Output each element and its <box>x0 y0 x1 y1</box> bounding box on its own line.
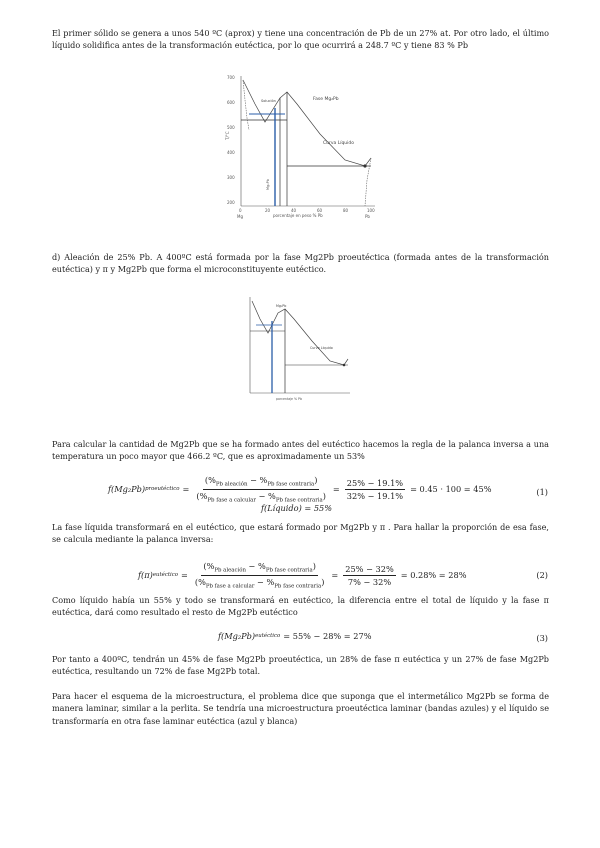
eq2-num-mid: − % <box>245 560 266 571</box>
paragraph-2: d) Aleación de 25% Pb. A 400ºC está formada por la fase Mg2Pb proeutéctica (formada antes de la transformación eutéctica) y π y Mg2Pb que forma el microconstituyente eutéctico. <box>52 252 549 275</box>
x-axis-label: porcentaje en peso % Pb <box>273 213 323 218</box>
eq2-frac2-den: 7% − 32% <box>347 576 392 587</box>
eq1-line2: f(Líquido) = 55% <box>261 503 333 513</box>
eutectic-point <box>343 364 346 367</box>
eq1-fraction-2 <box>345 478 405 501</box>
equation-2: f(π) eutéctico = $\frac{(\%_{Pb aleación} - \%_{Pb fase contraria})}{(\%_{Pb fase a calcular} - \%_{Pb fase contraria})}$ = $\frac{25\% - 32\%}{7\% - 32\%}$ = 0.28% = 28% <box>138 560 467 590</box>
eq1-frac2-num: 25% − 19.1% <box>346 477 404 488</box>
region-label: Curva Líquido <box>323 141 355 146</box>
eq1-num-mid: − % <box>247 474 268 485</box>
eq1-num-sub2: Pb fase contraria <box>267 481 315 488</box>
eq3-number: (3) <box>536 633 548 643</box>
paragraph-4: La fase líquida transformará en el eutéctico, que estará formado por Mg2Pb y π . Para hallar la proporción de esa fase, se calcula mediante la palanca inversa: <box>52 522 549 545</box>
eq2-den-sub2: Pb fase contraria <box>274 583 322 590</box>
eq3-rhs: = 55% − 28% = 27% <box>283 631 372 641</box>
eq2-lhs: f(π) <box>138 570 153 580</box>
paragraph-1: El primer sólido se genera a unos 540 ºC (aprox) y tiene una concentración de Pb de un 27% at. Por otro lado, el último líquido solidifica antes de la transformación eutéctica, por lo que ocurrirá a 248.7 ºC y tiene 83 % Pb <box>52 28 549 51</box>
equation-3 <box>218 631 371 641</box>
eq2-frac2-num: 25% − 32% <box>345 563 394 574</box>
x-tick-label: 20 <box>265 208 271 213</box>
eq1-den-sub2: Pb fase contraria <box>275 497 323 504</box>
x-tick-label: 40 <box>291 208 297 213</box>
eq2-den-mid: − % <box>254 576 275 587</box>
eq1-den: (% <box>196 490 208 501</box>
eq1-num: (% <box>204 474 216 485</box>
paragraph-6: Por tanto a 400ºC, tendrán un 45% de fase Mg2Pb proeutéctica, un 28% de fase π eutéctica y un 27% de fase Mg2Pb eutéctica, resultando un 72% de fase Mg2Pb total. <box>52 654 549 677</box>
eq1-lhs-sub: proeutéctico <box>145 486 180 492</box>
phase-diagram-figure-2 <box>240 293 355 403</box>
eq2-num-sub2: Pb fase contraria <box>265 567 313 574</box>
phase-diagram-figure-1 <box>225 70 385 220</box>
eq2-den-sub1: Pb fase a calcular <box>205 583 255 590</box>
eq1-den-sub1: Pb fase a calcular <box>207 497 256 504</box>
eq1-fraction-1: $\frac{(\%_{Pb aleación} - \%_{Pb fase contraria})}{(\%_{Pb fase a calcular} - \%_{Pb fase contraria})}$ <box>196 474 326 504</box>
eq1-number: (1) <box>536 487 548 497</box>
equation-1: f(Mg₂Pb) proeutéctico = $\frac{(\%_{Pb aleación} - \%_{Pb fase contraria})}{(\%_{Pb fase a calcular} - \%_{Pb fase contraria})}$ = $\frac{25\% - 19.1\%}{32\% - 19.1\%}$ = 0.45 · 100 = 45% <box>108 474 492 504</box>
region-label: Mg₂Pb <box>266 179 270 190</box>
x-end-label: Pb <box>365 214 370 219</box>
eq2-number: (2) <box>536 570 548 580</box>
y-tick-label: 700 <box>227 75 235 80</box>
eq3-lhs-sub: eutéctico <box>255 633 281 639</box>
eq2-fraction-1: $\frac{(\%_{Pb aleación} - \%_{Pb fase contraria})}{(\%_{Pb fase a calcular} - \%_{Pb fase contraria})}$ <box>194 560 325 590</box>
x-end-label: Mg <box>237 214 243 219</box>
y-tick-label: 200 <box>227 200 235 205</box>
eq1-lhs: f(Mg₂Pb) <box>108 484 146 494</box>
x-tick-label: 60 <box>317 208 323 213</box>
x-tick-label: 80 <box>343 208 349 213</box>
eq3-lhs: f(Mg₂Pb) <box>218 631 256 641</box>
eq1-result: = 0.45 · 100 = 45% <box>410 484 492 494</box>
y-tick-label: 500 <box>227 125 235 130</box>
x-tick-label: 100 <box>367 208 375 213</box>
y-tick-label: 600 <box>227 100 235 105</box>
paragraph-7: Para hacer el esquema de la microestructura, el problema dice que suponga que el intermetálico Mg2Pb se forma de manera laminar, similar a la perlita. Se tendría una microestructura proeutéctica laminar (bandas azules) y el líquido se transformaría en otra fase laminar eutéctica (azul y blanca) <box>52 691 549 726</box>
y-axis-label: T/°C <box>225 131 230 140</box>
eq1-den-mid: − % <box>255 490 276 501</box>
eutectic-point <box>363 164 366 167</box>
eq2-num-sub1: Pb aleación <box>214 567 246 574</box>
eq2-fraction-2 <box>343 564 395 587</box>
region-label: Curva Líquido <box>310 346 333 350</box>
eq2-den: (% <box>194 576 206 587</box>
eq2-num: (% <box>203 560 215 571</box>
y-tick-label: 400 <box>227 150 235 155</box>
paragraph-5: Como líquido había un 55% y todo se transformará en eutéctico, la diferencia entre el total de líquido y la fase π eutéctica, dará como resultado el resto de Mg2Pb eutéctico <box>52 595 549 618</box>
eq2-lhs-sub: eutéctico <box>152 572 179 578</box>
eq1-frac2-den: 32% − 19.1% <box>346 490 404 501</box>
region-label: Mg₂Pb <box>276 304 287 308</box>
paragraph-3: Para calcular la cantidad de Mg2Pb que se ha formado antes del eutéctico hacemos la regla de la palanca inversa a una temperatura un poco mayor que 466.2 ºC, que es aproximadamente un 53% <box>52 439 549 462</box>
y-tick-label: 300 <box>227 175 235 180</box>
region-label: Fase Mg₂Pb <box>313 97 339 102</box>
eq2-result: = 0.28% = 28% <box>400 570 467 580</box>
x-tick-label: 0 <box>239 208 242 213</box>
x-axis-label: porcentaje % Pb <box>276 397 302 401</box>
eq1-num-sub1: Pb aleación <box>215 481 248 488</box>
region-label: Solución <box>261 99 276 103</box>
